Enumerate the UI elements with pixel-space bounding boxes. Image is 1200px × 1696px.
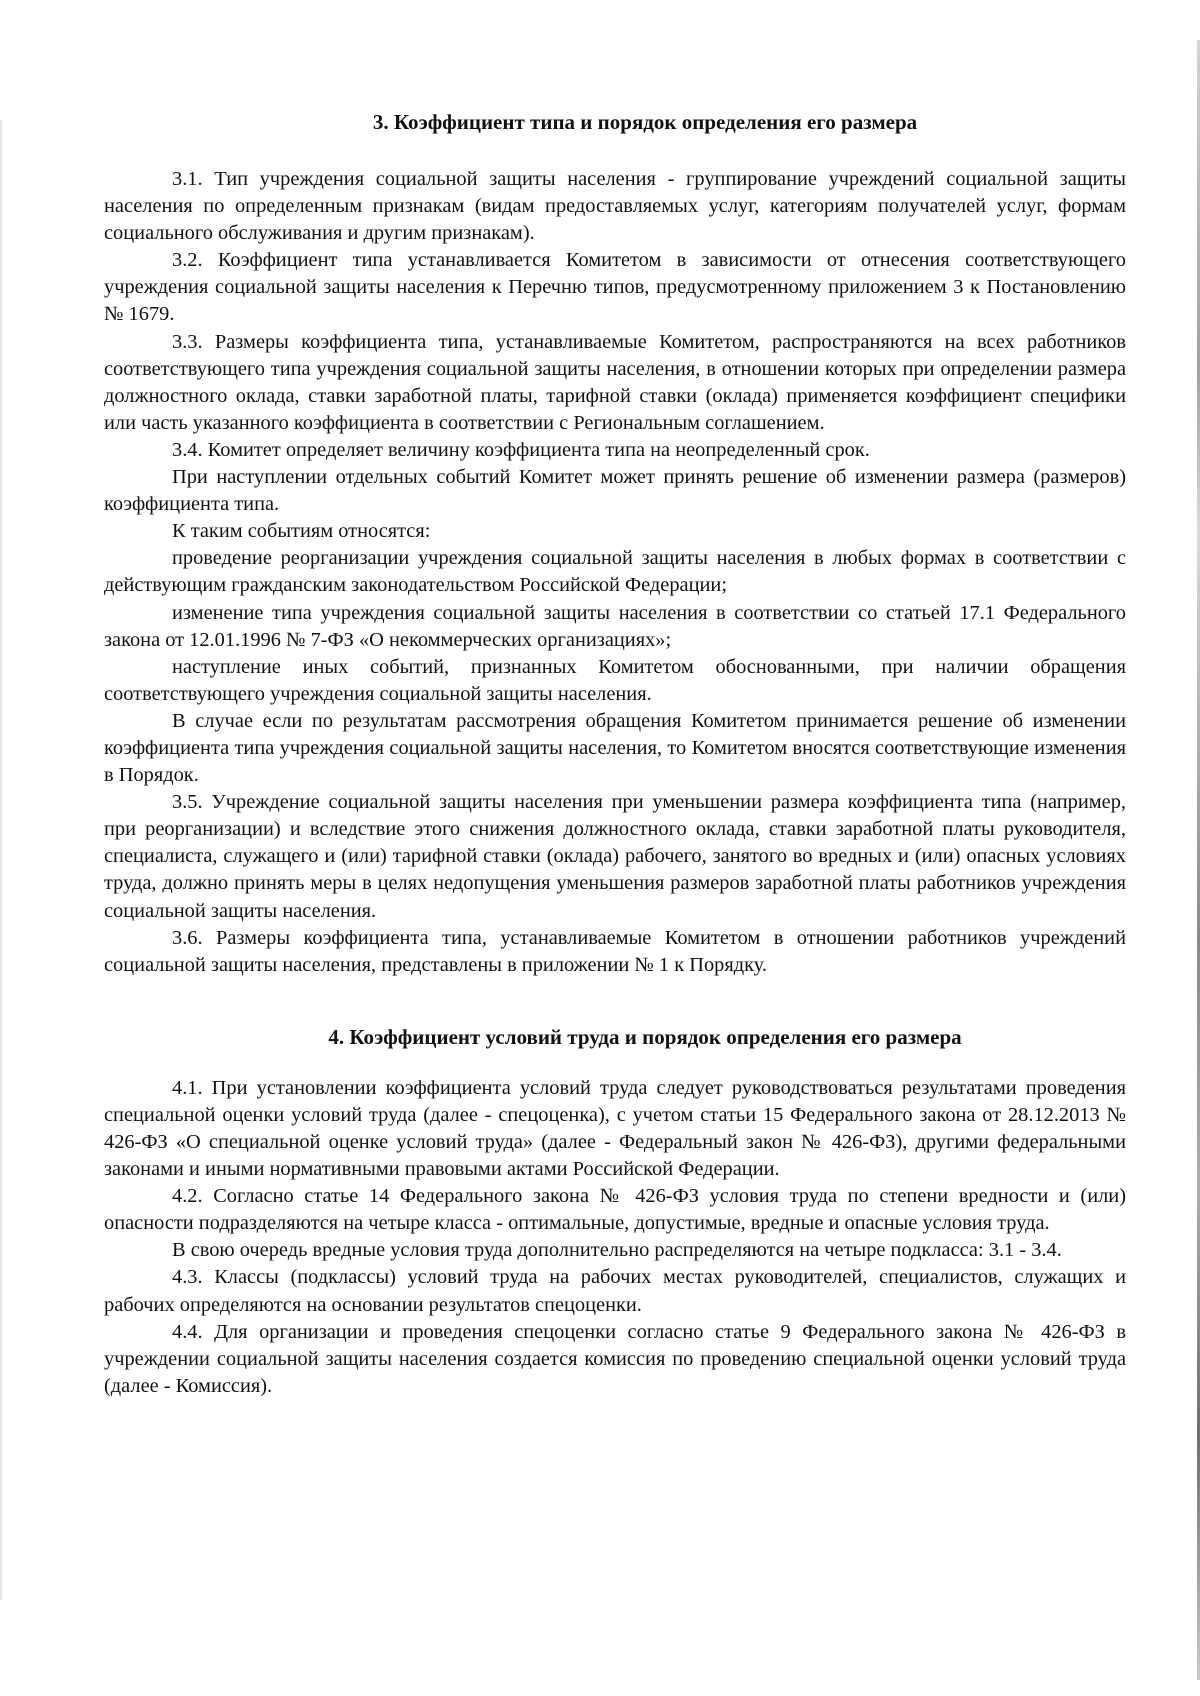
- paragraph-3-4-item-type-change: изменение типа учреждения социальной защиты населения в соответствии со статьей 17.1 Федерального закона от 12.01.1996 № 7-ФЗ «О некоммерческих организациях»;: [104, 601, 1126, 651]
- paragraph-4-2-subclasses: В свою очередь вредные условия труда дополнительно распределяются на четыре подкласса: 3.1 - 3.4.: [172, 1239, 1062, 1262]
- paragraph-3-4-events-intro: К таким событиям относятся:: [172, 520, 431, 543]
- paragraph-3-1: 3.1. Тип учреждения социальной защиты населения - группирование учреждений социальной защиты населения по определенным признакам (видам предоставляемых услуг, категориям получателей услуг, формам социального обслуживания и другим признакам).: [104, 168, 1126, 245]
- paragraph-3-2: 3.2. Коэффициент типа устанавливается Комитетом в зависимости от отнесения соответствующего учреждения социальной защиты населения к Перечню типов, предусмотренному приложением 3 к Постановлению № 1679.: [104, 249, 1126, 326]
- paragraph-4-2: 4.2. Согласно статье 14 Федерального закона № 426-ФЗ условия труда по степени вредности и (или) опасности подразделяются на четыре класса - оптимальные, допустимые, вредные и опасные условия труда.: [104, 1185, 1126, 1235]
- document-body: [104, 108, 1126, 1400]
- paragraph-4-3: 4.3. Классы (подклассы) условий труда на рабочих местах руководителей, специалистов, служащих и рабочих определяются на основании результатов спецоценки.: [104, 1266, 1126, 1316]
- scan-edge-left: [0, 120, 2, 1600]
- section-3-title: 3. Коэффициент типа и порядок определения его размера: [372, 110, 918, 134]
- paragraph-3-6: 3.6. Размеры коэффициента типа, устанавливаемые Комитетом в отношении работников учреждений социальной защиты населения, представлены в приложении № 1 к Порядку.: [104, 926, 1126, 976]
- paragraph-4-4: 4.4. Для организации и проведения спецоценки согласно статье 9 Федерального закона № 426-ФЗ в учреждении социальной защиты населения создается комиссия по проведению специальной оценки условий труда (далее - Комиссия).: [104, 1320, 1126, 1397]
- section-3-body: [104, 166, 1126, 979]
- paragraph-3-4-events: При наступлении отдельных событий Комитет может принять решение об изменении размера (размеров) коэффициента типа.: [104, 466, 1126, 516]
- paragraph-3-4-decision: В случае если по результатам рассмотрения обращения Комитетом принимается решение об изменении коэффициента типа учреждения социальной защиты населения, то Комитетом вносятся соответствующие изменения в Порядок.: [104, 709, 1126, 787]
- paragraph-3-3: 3.3. Размеры коэффициента типа, устанавливаемые Комитетом, распространяются на всех работников соответствующего типа учреждения социальной защиты населения, в отношении которых при определении размера должностного оклада, ставки заработной платы, тарифной ставки (оклада) применяется коэффициент специфики или часть указанного коэффициента в соответствии с Региональным соглашением.: [104, 330, 1126, 434]
- paragraph-3-4-item-other-events: наступление иных событий, признанных Комитетом обоснованными, при наличии обращения соответствующего учреждения социальной защиты населения.: [104, 655, 1126, 705]
- paragraph-3-5: 3.5. Учреждение социальной защиты населения при уменьшении размера коэффициента типа (например, при реорганизации) и вследствие этого снижения должностного оклада, ставки заработной платы руководителя, специалиста, служащего и (или) тарифной ставки (оклада) рабочего, занятого во вредных и (или) опасных условиях труда, должно принять меры в целях недопущения уменьшения размеров заработной платы работников учреждения социальной защиты населения.: [104, 791, 1126, 922]
- paragraph-4-1: 4.1. При установлении коэффициента условий труда следует руководствоваться результатами проведения специальной оценки условий труда (далее - спецоценка), с учетом статьи 15 Федерального закона от 28.12.2013 № 426-ФЗ «О специальной оценке условий труда» (далее - Федеральный закон № 426-ФЗ), другими федеральными законами и иными нормативными правовыми актами Российской Федерации.: [104, 1076, 1126, 1181]
- paragraph-3-4: 3.4. Комитет определяет величину коэффициента типа на неопределенный срок.: [172, 438, 870, 461]
- section-4-title: 4. Коэффициент условий труда и порядок определения его размера: [328, 1024, 962, 1049]
- section-4-body: [104, 1075, 1126, 1400]
- paragraph-3-4-item-reorganization: проведение реорганизации учреждения социальной защиты населения в любых формах в соответствии с действующим гражданским законодательством Российской Федерации;: [104, 547, 1126, 597]
